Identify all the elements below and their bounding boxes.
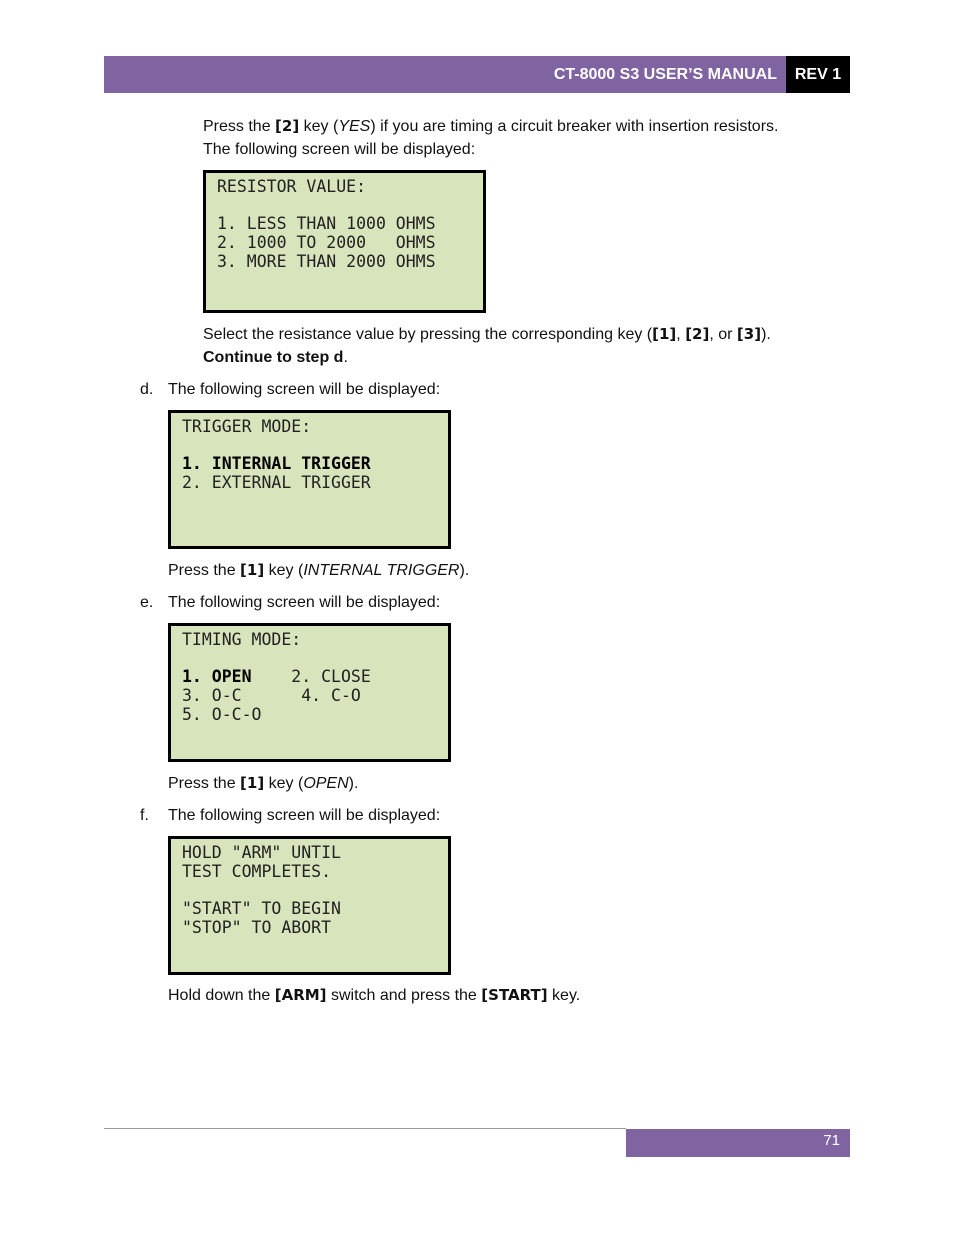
lcd-line: "START" TO BEGIN: [182, 899, 341, 918]
lcd-line: HOLD "ARM" UNTIL: [182, 843, 341, 862]
continue-note: Continue to step d.: [203, 349, 348, 366]
lcd-option-selected: 1. INTERNAL TRIGGER: [182, 454, 371, 473]
lcd-option: 2. 1000 TO 2000 OHMS: [217, 233, 436, 252]
revision-badge: REV 1: [786, 56, 850, 93]
instruction-arm-start: Hold down the [ARM] switch and press the [START] key.: [168, 986, 581, 1004]
screen-intro-text: The following screen will be displayed:: [203, 141, 476, 158]
key-label: [1]: [652, 325, 677, 343]
lcd-option-row: 5. O-C-O: [182, 705, 262, 724]
lcd-title: RESISTOR VALUE:: [217, 177, 367, 196]
key-label: [ARM]: [274, 986, 327, 1004]
lcd-screen-resistor-value: [203, 170, 486, 313]
lcd-screen-hold-arm: [168, 836, 451, 975]
lcd-line: "STOP" TO ABORT: [182, 918, 332, 937]
lcd-option-row: [182, 667, 448, 686]
lcd-option-row: 3. O-C 4. C-O: [182, 686, 361, 705]
step-label-d: d.: [140, 381, 154, 398]
lcd-line: TEST COMPLETES.: [182, 862, 332, 881]
key-label: [1]: [240, 774, 265, 792]
lcd-screen-trigger-mode: [168, 410, 451, 549]
instruction-yes-key: Press the [2] key (YES) if you are timing a circuit breaker with insertion resistors.: [203, 117, 779, 135]
key-label: [START]: [481, 986, 548, 1004]
key-label: [1]: [240, 561, 265, 579]
key-label: [2]: [685, 325, 710, 343]
lcd-screen-timing-mode: [168, 623, 451, 762]
lcd-option: 1. LESS THAN 1000 OHMS: [217, 214, 436, 233]
page-footer: [626, 1129, 850, 1157]
key-label: [2]: [275, 117, 300, 135]
step-label-f: f.: [140, 807, 149, 824]
instruction-internal-trigger: Press the [1] key (INTERNAL TRIGGER).: [168, 561, 470, 579]
key-label: [3]: [736, 325, 762, 343]
step-label-e: e.: [140, 594, 154, 611]
lcd-option: 3. MORE THAN 2000 OHMS: [217, 252, 436, 271]
page-header: [104, 56, 850, 93]
step-d-text: The following screen will be displayed:: [168, 381, 441, 398]
lcd-title: TRIGGER MODE:: [182, 417, 312, 436]
manual-title: CT-8000 S3 USER’S MANUAL: [553, 66, 777, 83]
lcd-option: 2. EXTERNAL TRIGGER: [182, 473, 371, 492]
lcd-option: 2. CLOSE: [251, 667, 371, 686]
instruction-open: Press the [1] key (OPEN).: [168, 774, 359, 792]
lcd-title: TIMING MODE:: [182, 630, 302, 649]
page-number: 71: [823, 1132, 840, 1149]
instruction-select-resistance: Select the resistance value by pressing the corresponding key ([1], [2], or [3]).: [203, 325, 771, 343]
step-f-text: The following screen will be displayed:: [168, 807, 441, 824]
lcd-option-selected: 1. OPEN: [182, 667, 252, 686]
footer-divider: [104, 1128, 626, 1129]
step-e-text: The following screen will be displayed:: [168, 594, 441, 611]
